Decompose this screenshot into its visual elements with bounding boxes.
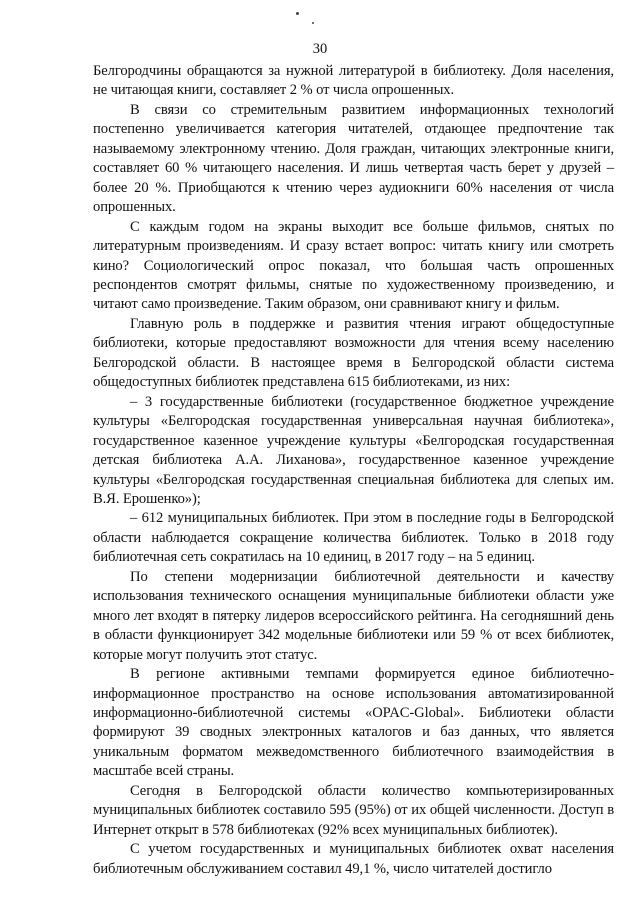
scan-speck xyxy=(296,12,299,15)
paragraph: В связи со стремительным развитием информационных технологий постепенно увеличивается категория читателей, отдающее предпочтение так называемому электронному чтению. Доля граждан, читающих электронные книги, составляет 60 % читающего населения. И лишь четвертая часть берет у друзей – более 20 %. Приобщаются к чтению через аудиокниги 60% населения от числа опрошенных. xyxy=(93,101,614,216)
list-item-paragraph: – 612 муниципальных библиотек. При этом в последние годы в Белгородской области наблюдается сокращение количества библиотек. Только в 2018 году библиотечная сеть сократилась на 10 единиц, в 2017 году – на 5 единиц. xyxy=(93,510,614,566)
paragraph: По степени модернизации библиотечной деятельности и качеству использования технического оснащения муниципальные библиотеки области уже много лет входят в пятерку лидеров всероссийского рейтинга. На сегодняшний день в области функционирует 342 модельные библиотеки или 59 % от всех библиотек, которые могут получить этот статус. xyxy=(93,568,614,663)
page-number: 30 xyxy=(312,41,328,57)
body-text xyxy=(93,62,614,879)
paragraph: Сегодня в Белгородской области количество компьютеризированных муниципальных библиотек составило 595 (95%) от их общей численности. Доступ в Интернет открыт в 578 библиотеках (92% всех муниципальных библиотек). xyxy=(93,782,614,838)
scan-speck xyxy=(312,22,314,24)
paragraph: В регионе активными темпами формируется единое библиотечно-информационное пространство на основе использования автоматизированной информационно-библиотечной системы «OPAC-Global». Библиотеки области формируют 39 сводных электронных каталогов и баз данных, что является уникальным форматом межведомственного библиотечного взаимодействия в масштабе всей страны. xyxy=(93,666,614,780)
list-item-paragraph: – 3 государственные библиотеки (государственное бюджетное учреждение культуры «Белгородская государственная универсальная научная библиотека», государственное казенное учреждение культуры «Белгородская государственная детская библиотека А.А. Лиханова», государственное казенное учреждение культуры «Белгородская государственная специальная библиотека для слепых им. В.Я. Ерошенко»); xyxy=(93,393,614,507)
paragraph: Белгородчины обращаются за нужной литературой в библиотеку. Доля населения, не читающая книги, составляет 2 % от числа опрошенных. xyxy=(93,63,614,99)
paragraph: С каждым годом на экраны выходит все больше фильмов, снятых по литературным произведениям. И сразу встает вопрос: читать книгу или смотреть кино? Социологический опрос показал, что большая часть опрошенных респондентов смотрят фильмы, снятые по художественному произведению, и читают само произведение. Таким образом, они сравнивают книгу и фильм. xyxy=(93,218,614,313)
paragraph: Главную роль в поддержке и развития чтения играют общедоступные библиотеки, которые предоставляют возможности для чтения всему населению Белгородской области. В настоящее время в Белгородской области система общедоступных библиотек представлена 615 библиотеками, из них: xyxy=(93,315,614,391)
paragraph: С учетом государственных и муниципальных библиотек охват населения библиотечным обслуживанием составил 49,1 %, число читателей достигло xyxy=(93,841,614,877)
